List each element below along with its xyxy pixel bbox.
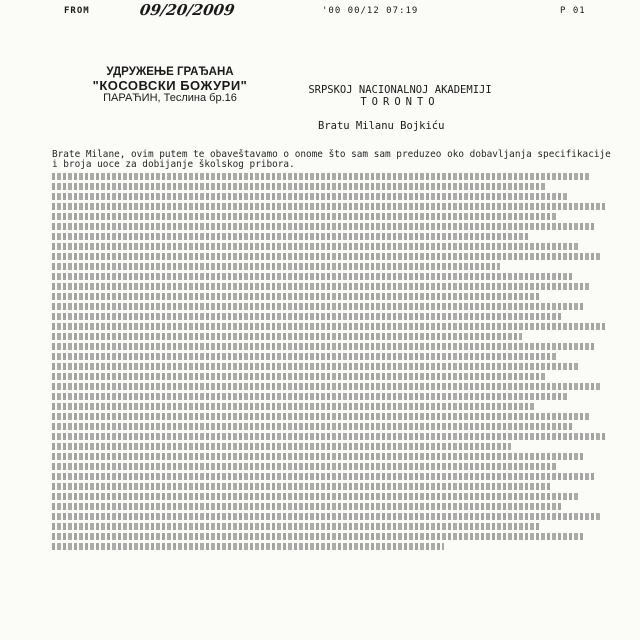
illegible-text xyxy=(52,513,601,520)
illegible-text xyxy=(52,523,539,530)
addressee-line: Bratu Milanu Bojkiću xyxy=(318,120,445,132)
illegible-text xyxy=(52,463,556,470)
illegible-text xyxy=(52,353,556,360)
illegible-text xyxy=(52,213,556,220)
illegible-text xyxy=(52,203,606,210)
sender-org-name: "КОСОВСКИ БОЖУРИ" xyxy=(92,78,248,93)
fax-from-label: FROM xyxy=(64,6,90,16)
illegible-text xyxy=(52,343,595,350)
illegible-text xyxy=(52,483,550,490)
illegible-text xyxy=(52,303,584,310)
sender-org-type: УДРУЖЕЊЕ ГРАЂАНА xyxy=(106,66,234,78)
illegible-text xyxy=(52,173,590,180)
illegible-text xyxy=(52,423,573,430)
illegible-text xyxy=(52,493,578,500)
illegible-text xyxy=(52,443,511,450)
illegible-text xyxy=(52,273,573,280)
illegible-text xyxy=(52,433,606,440)
illegible-text xyxy=(52,313,562,320)
illegible-text xyxy=(52,253,601,260)
illegible-text xyxy=(52,363,578,370)
illegible-text xyxy=(52,323,606,330)
illegible-text xyxy=(52,403,534,410)
illegible-text xyxy=(52,193,567,200)
illegible-text xyxy=(52,233,528,240)
fax-transmission-stamp: '00 00/12 07:19 xyxy=(322,6,419,16)
recipient-name: SRPSKOJ NACIONALNOJ AKADEMIJI xyxy=(308,84,492,96)
illegible-text xyxy=(52,453,584,460)
fax-page-number: P 01 xyxy=(560,6,586,16)
illegible-text xyxy=(52,333,522,340)
illegible-text xyxy=(52,373,545,380)
illegible-text xyxy=(52,393,567,400)
fax-handwritten-date: 09/20/2009 xyxy=(138,1,236,19)
illegible-text xyxy=(52,183,545,190)
illegible-text xyxy=(52,383,601,390)
illegible-text xyxy=(52,283,590,290)
body-paragraph-1: Brate Milane, ovim putem te obaveštavamo o onome što sam sam preduzeo oko dobavljanja specifikacije i broja uoce za dobijanje školskog pribora. xyxy=(52,149,611,171)
fax-header xyxy=(0,0,640,18)
illegible-text xyxy=(52,543,444,550)
illegible-text xyxy=(52,533,584,540)
recipient-block xyxy=(300,84,500,108)
illegible-text xyxy=(52,473,595,480)
letter-body xyxy=(52,150,612,553)
illegible-text xyxy=(52,263,500,270)
illegible-text xyxy=(52,223,595,230)
illegible-text xyxy=(52,293,539,300)
illegible-text xyxy=(52,243,578,250)
recipient-city: TORONTO xyxy=(360,96,440,108)
illegible-text xyxy=(52,413,590,420)
illegible-text xyxy=(52,503,562,510)
sender-block xyxy=(60,66,280,105)
sender-address: ПАРАЋИН, Теслина бр.16 xyxy=(103,92,237,104)
